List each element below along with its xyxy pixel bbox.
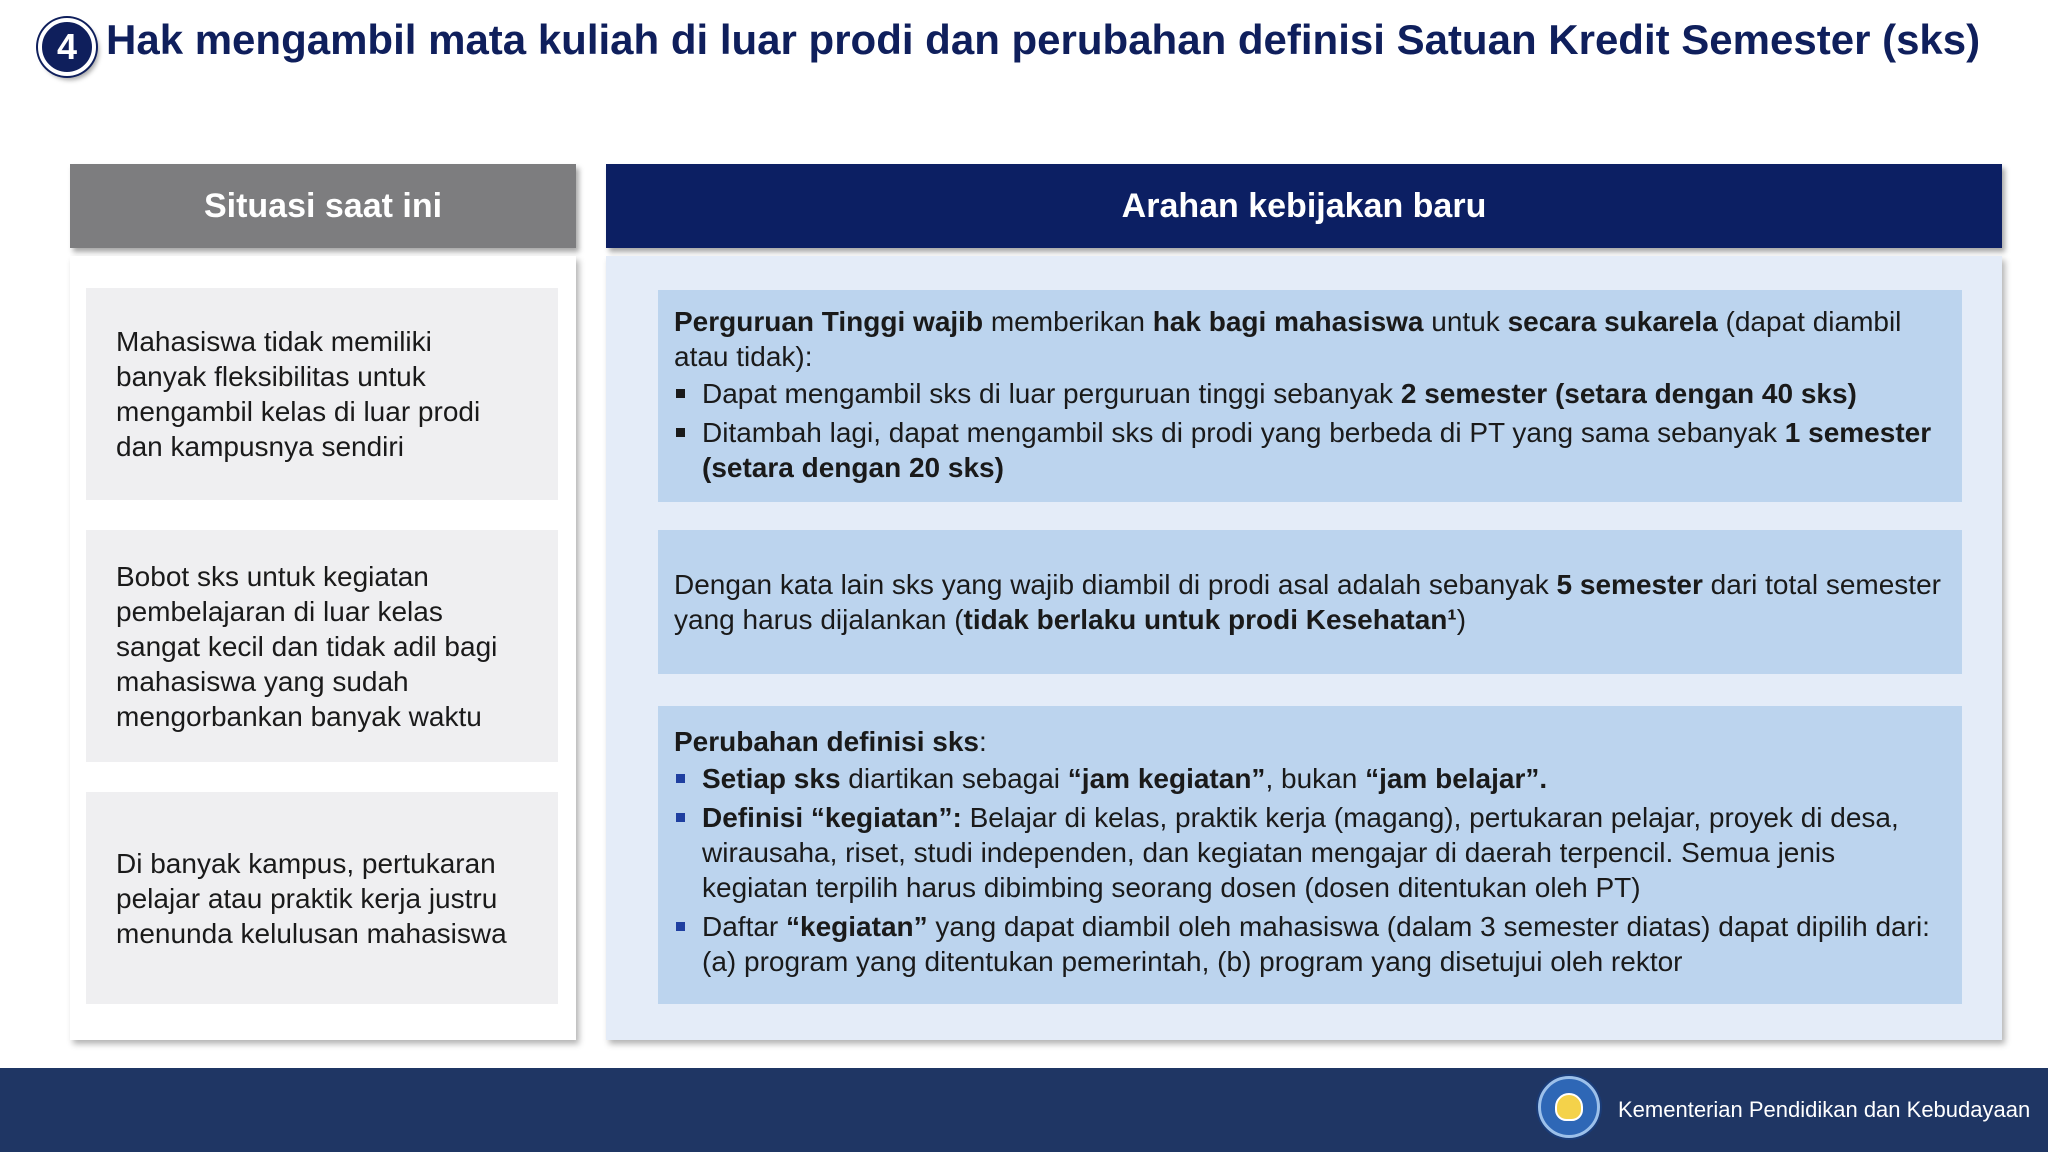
policy-rights-intro bbox=[674, 304, 1946, 374]
bold-text: secara sukarela bbox=[1507, 306, 1718, 337]
bold-text: 2 semester (setara dengan 40 sks) bbox=[1400, 378, 1857, 409]
list-item bbox=[674, 800, 1946, 905]
text: Daftar bbox=[702, 911, 787, 942]
new-policy-panel bbox=[606, 256, 2002, 1040]
text: memberikan bbox=[983, 306, 1153, 337]
situation-item bbox=[86, 530, 558, 762]
text: dari total semester yang harus dijalankan ( bbox=[674, 569, 1941, 635]
bold-text: Perubahan definisi sks bbox=[674, 726, 979, 757]
bullet-square-icon bbox=[676, 774, 685, 783]
situation-item-text: Mahasiswa tidak memiliki banyak fleksibilitas untuk mengambil kelas di luar prodi dan kampusnya sendiri bbox=[116, 326, 481, 462]
slide-number-badge: 4 bbox=[38, 18, 96, 76]
bold-text: “jam kegiatan” bbox=[1067, 763, 1266, 794]
bold-text: Perguruan Tinggi wajib bbox=[674, 306, 984, 337]
bold-text: Setiap sks bbox=[702, 763, 841, 794]
situation-item-text: Bobot sks untuk kegiatan pembelajaran di luar kelas sangat kecil dan tidak adil bagi mahasiswa yang sudah mengorbankan banyak waktu bbox=[116, 560, 498, 732]
policy-rights-list bbox=[674, 376, 1946, 485]
policy-box-summary bbox=[658, 530, 1962, 674]
situation-item-text: Di banyak kampus, pertukaran pelajar atau praktik kerja justru menunda kelulusan mahasiswa bbox=[116, 847, 507, 949]
slide-title-area bbox=[38, 14, 1998, 124]
ministry-name: Kementerian Pendidikan dan Kebudayaan bbox=[1618, 1097, 2031, 1122]
new-policy-header: Arahan kebijakan baru bbox=[606, 164, 2002, 248]
text: Ditambah lagi, dapat mengambil sks di prodi yang berbeda di PT yang sama sebanyak bbox=[702, 417, 1785, 448]
text: Dapat mengambil sks di luar perguruan tinggi sebanyak bbox=[702, 378, 1401, 409]
text: untuk bbox=[1423, 306, 1508, 337]
text: ) bbox=[1456, 604, 1467, 635]
policy-box-rights bbox=[658, 290, 1962, 502]
slide-title: Hak mengambil mata kuliah di luar prodi dan perubahan definisi Satuan Kredit Semester (sks) bbox=[106, 16, 1981, 63]
bullet-square-icon bbox=[676, 922, 685, 931]
definition-heading bbox=[674, 724, 1946, 759]
bullet-square-icon bbox=[676, 389, 685, 398]
policy-box-definition bbox=[658, 706, 1962, 1004]
current-situation-panel bbox=[70, 256, 576, 1040]
current-situation-column bbox=[70, 164, 576, 1040]
text: (dapat diambil atau tidak): bbox=[674, 306, 1902, 372]
text: : bbox=[979, 726, 987, 757]
current-situation-header: Situasi saat ini bbox=[70, 164, 576, 248]
text: yang dapat diambil oleh mahasiswa (dalam 3 semester diatas) dapat dipilih dari: (a) program yang ditentukan pemerintah, (b) program yang disetujui oleh rektor bbox=[702, 911, 1930, 977]
list-item bbox=[674, 909, 1946, 979]
policy-summary-text bbox=[674, 567, 1946, 637]
bold-text: 1 semester (setara dengan 20 sks) bbox=[702, 417, 1932, 483]
text: , bukan bbox=[1265, 763, 1366, 794]
situation-item bbox=[86, 288, 558, 500]
list-item bbox=[674, 415, 1946, 485]
text: diartikan sebagai bbox=[840, 763, 1068, 794]
text: Dengan kata lain sks yang wajib diambil di prodi asal adalah sebanyak bbox=[674, 569, 1557, 600]
definition-list bbox=[674, 761, 1946, 979]
logo-emblem-icon bbox=[1555, 1093, 1583, 1121]
bold-text: “jam belajar”. bbox=[1365, 763, 1548, 794]
bullet-square-icon bbox=[676, 813, 685, 822]
list-item bbox=[674, 376, 1946, 411]
bold-text: hak bagi mahasiswa bbox=[1152, 306, 1424, 337]
situation-item bbox=[86, 792, 558, 1004]
bullet-square-icon bbox=[676, 428, 685, 437]
new-policy-column bbox=[606, 164, 2002, 1040]
bold-text: “kegiatan” bbox=[786, 911, 928, 942]
bold-text: tidak berlaku untuk prodi Kesehatan¹ bbox=[963, 604, 1457, 635]
ministry-logo-icon bbox=[1538, 1076, 1600, 1138]
bold-text: Definisi “kegiatan”: bbox=[702, 802, 962, 833]
footer-bar bbox=[0, 1068, 2048, 1152]
bold-text: 5 semester bbox=[1556, 569, 1703, 600]
list-item bbox=[674, 761, 1946, 796]
text: Belajar di kelas, praktik kerja (magang), pertukaran pelajar, proyek di desa, wirausaha, riset, studi independen, dan kegiatan mengajar di daerah terpencil. Semua jenis kegiatan terpilih harus dibimbing seorang dosen (dosen ditentukan oleh PT) bbox=[702, 802, 1899, 903]
